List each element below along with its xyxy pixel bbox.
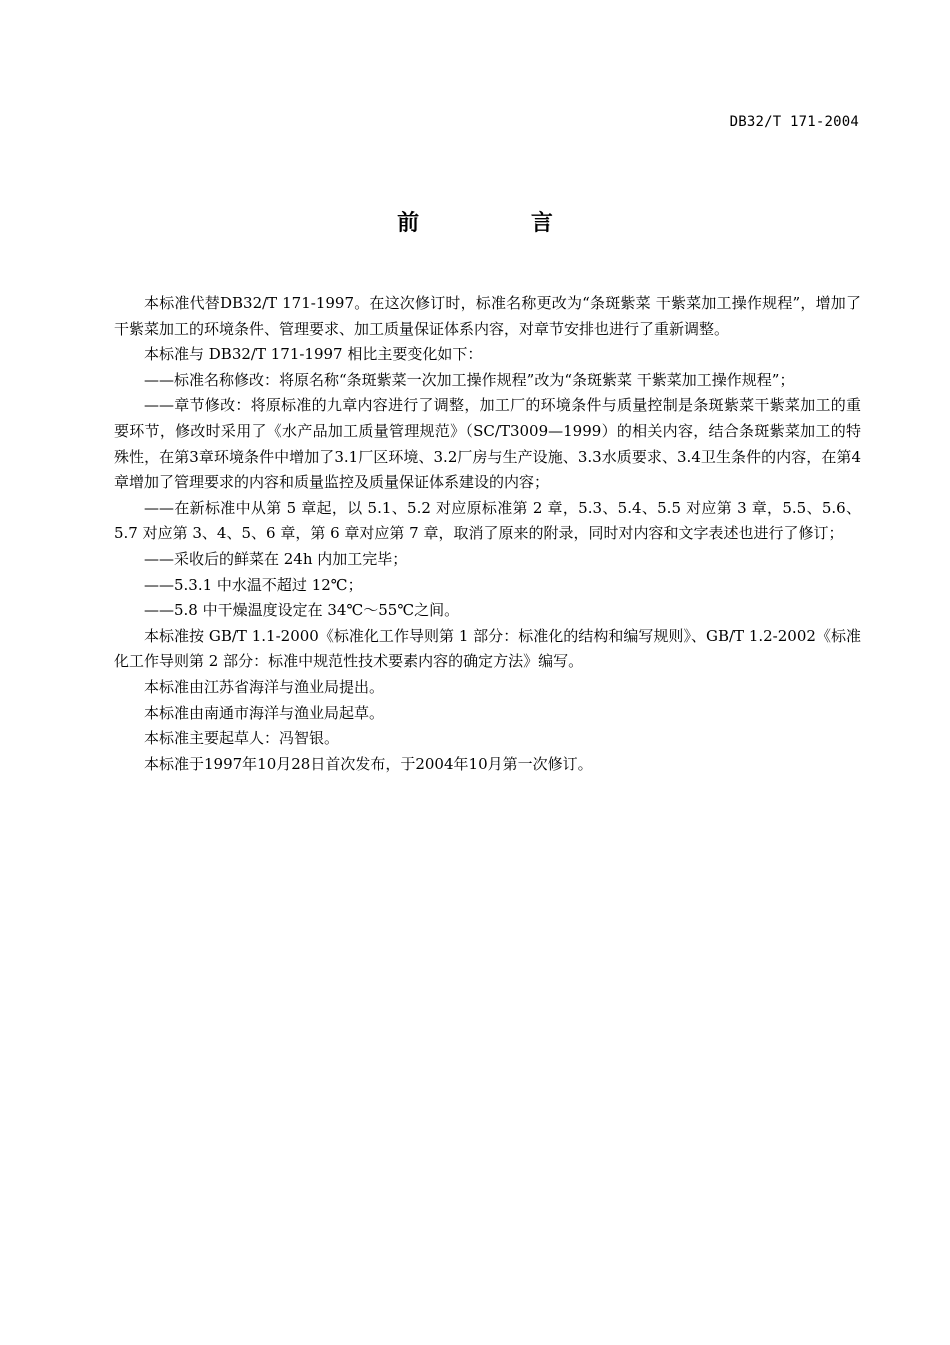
paragraph: ——5.3.1 中水温不超过 12℃；: [144, 575, 363, 594]
paragraph: 本标准于1997年10月28日首次发布，于2004年10月第一次修订。: [144, 754, 593, 773]
paragraph: 本标准由江苏省海洋与渔业局提出。: [144, 677, 385, 696]
paragraph: 本标准按 GB/T 1.1-2000《标准化工作导则第 1 部分：标准化的结构和编写规则》、GB/T 1.2-2002《标准化工作导则第 2 部分：标准中规范性技术要素内容的确定方法》编写。: [114, 626, 861, 671]
paragraph: ——5.8 中干燥温度设定在 34℃～55℃之间。: [144, 601, 460, 620]
paragraph: 本标准主要起草人：冯智银。: [144, 729, 340, 748]
paragraph: ——在新标准中从第 5 章起，以 5.1、5.2 对应原标准第 2 章，5.3、5.4、5.5 对应第 3 章，5.5、5.6、5.7 对应第 3、4、5、6 章，第 6 章对应第 7 章，取消了原来的附录，同时对内容和文字表述也进行了修订；: [114, 498, 861, 543]
paragraph: 本标准代替DB32/T 171-1997。在这次修订时，标准名称更改为“条斑紫菜 干紫菜加工操作规程”，增加了干紫菜加工的环境条件、管理要求、加工质量保证体系内容，对章节安排也进行了重新调整。: [114, 294, 861, 338]
document-code: DB32/T 171-2004: [729, 114, 859, 130]
paragraph: 本标准由南通市海洋与渔业局起草。: [144, 703, 385, 722]
paragraph: ——章节修改：将原标准的九章内容进行了调整，加工厂的环境条件与质量控制是条斑紫菜干紫菜加工的重要环节，修改时采用了《水产品加工质量管理规范》（SC/T3009—1999）的相关内容，结合条斑紫菜加工的特殊性，在第3章环境条件中增加了3.1厂区环境、3.2厂房与生产设施、3.3水质要求、3.4卫生条件的内容，在第4章增加了管理要求的内容和质量监控及质量保证体系建设的内容；: [114, 396, 861, 492]
paragraph: 本标准与 DB32/T 171-1997 相比主要变化如下：: [144, 345, 483, 364]
page-title: 前 言: [397, 211, 605, 236]
foreword-body: [114, 291, 861, 777]
paragraph: ——采收后的鲜菜在 24h 内加工完毕；: [144, 549, 408, 568]
paragraph: ——标准名称修改：将原名称“条斑紫菜一次加工操作规程”改为“条斑紫菜 干紫菜加工操作规程”；: [144, 370, 795, 389]
